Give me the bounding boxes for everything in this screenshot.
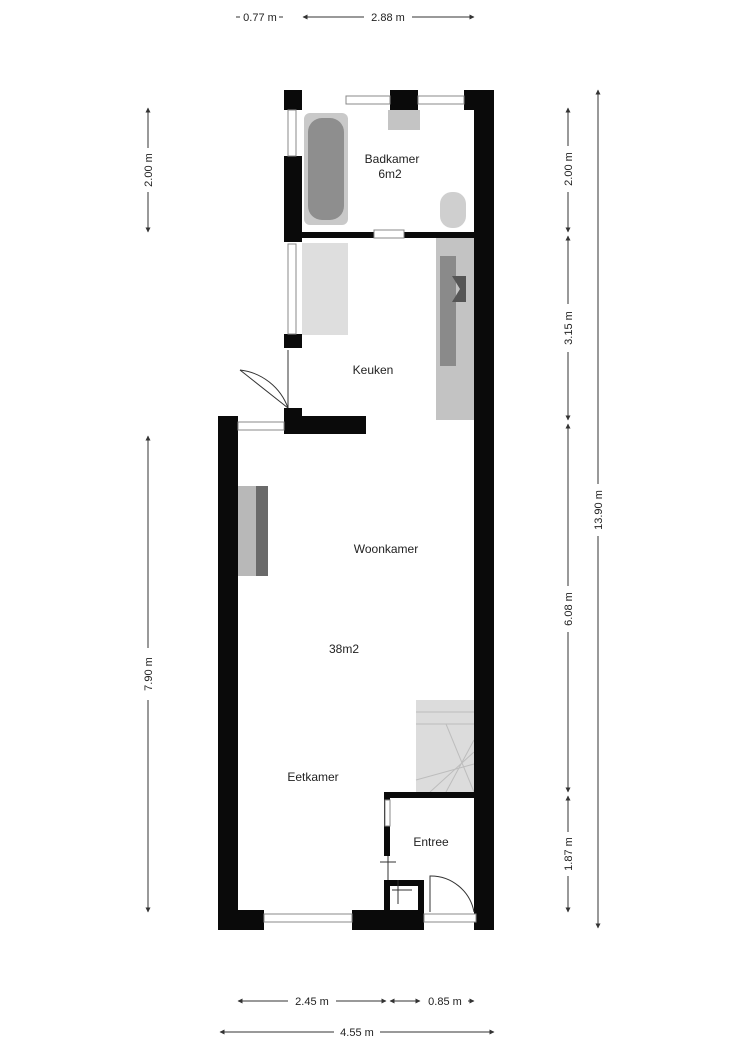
dim-top-left: 0.77 m	[243, 12, 277, 24]
dim-right-woonkamer: 6.08 m	[563, 592, 575, 626]
bathtub-inner	[308, 118, 344, 220]
room-label-woonkamer: Woonkamer	[353, 542, 419, 556]
dim-bottom-right: 0.85 m	[428, 996, 462, 1008]
room-label-badkamer: Badkamer	[364, 152, 420, 166]
dim-bottom-left: 2.45 m	[295, 996, 329, 1008]
window-kitchen-left	[288, 244, 296, 334]
windows	[238, 96, 476, 922]
door-entree-swing	[430, 876, 474, 912]
room-area-living: 38m2	[328, 642, 360, 656]
sink-icon	[388, 110, 420, 130]
toilet-icon	[440, 192, 466, 228]
dim-left-lower: 7.90 m	[143, 657, 155, 691]
dim-left-upper: 2.00 m	[143, 153, 155, 187]
window-entree-bottom	[424, 914, 476, 922]
sofa-icon	[236, 486, 256, 576]
window-bath-top-2	[418, 96, 464, 104]
room-label-keuken: Keuken	[352, 363, 394, 377]
dim-bottom-total: 4.55 m	[340, 1027, 374, 1039]
dim-right-total: 13.90 m	[593, 490, 605, 530]
kitchen-unit-dark	[440, 256, 456, 366]
window-bath-left	[288, 110, 296, 156]
room-area-badkamer: 6m2	[378, 167, 402, 181]
room-label-entree: Entree	[413, 835, 449, 849]
dim-right-keuken: 3.15 m	[563, 311, 575, 345]
dimension-lines	[148, 17, 598, 1032]
dim-top-right: 2.88 m	[371, 12, 405, 24]
fixtures	[236, 110, 474, 792]
window-living-left	[238, 422, 284, 430]
room-label-eetkamer: Eetkamer	[287, 770, 339, 784]
door-kitchen-swing	[240, 350, 288, 408]
dim-right-badkamer: 2.00 m	[563, 152, 575, 186]
window-bottom	[264, 914, 352, 922]
kitchen-rug	[302, 243, 348, 335]
doors	[240, 350, 474, 912]
dim-right-entree: 1.87 m	[563, 837, 575, 871]
sofa-back	[256, 486, 268, 576]
window-entree-side	[385, 800, 390, 826]
window-bath-top-1	[346, 96, 390, 104]
window-bath-kitchen	[374, 230, 404, 238]
